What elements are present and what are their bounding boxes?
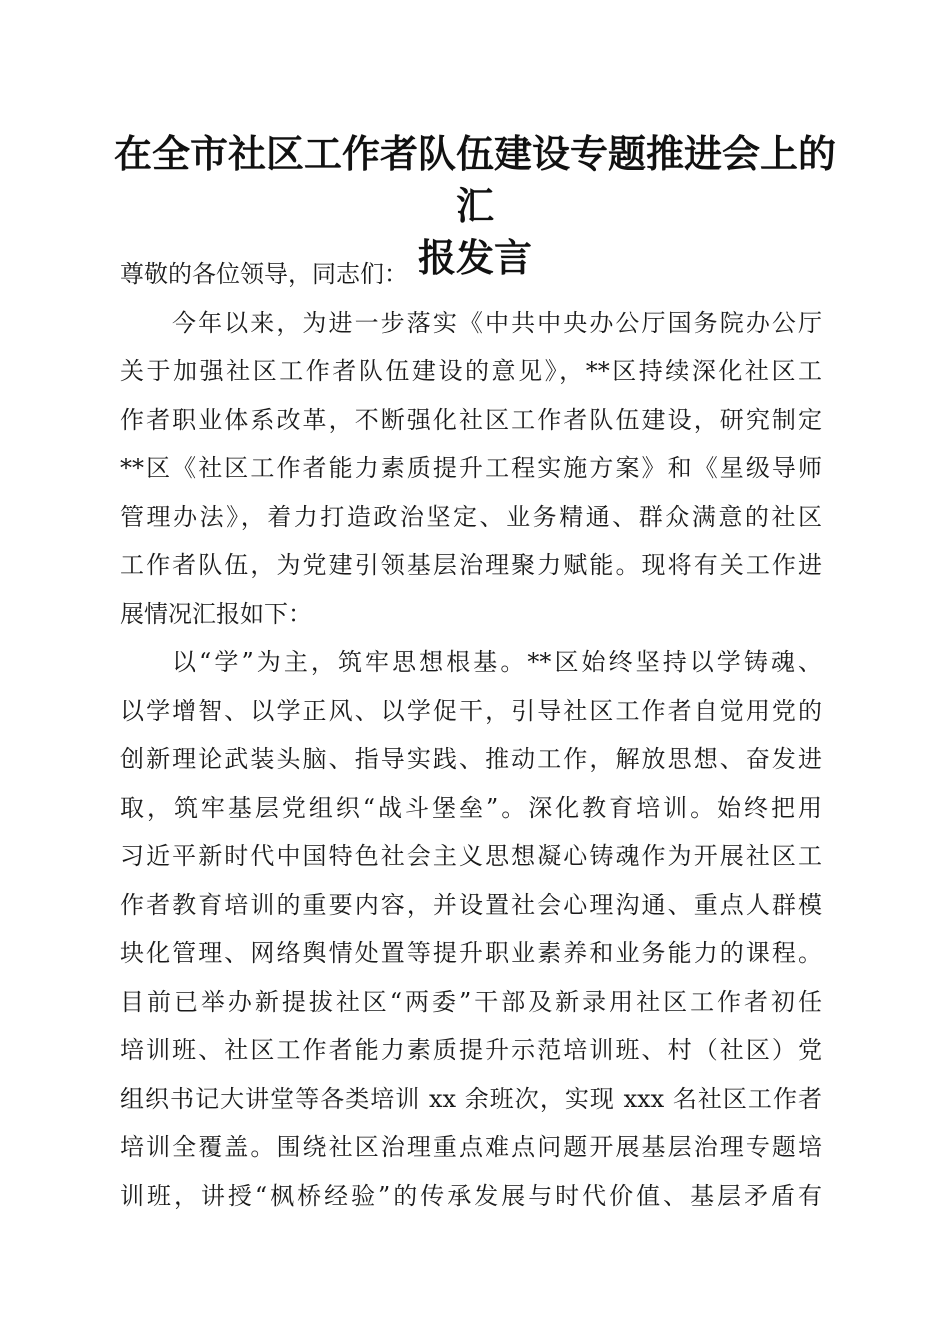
paragraph-2-line: 取，筑牢基层党组织“战斗堡垒”。深化教育培训。始终把用 bbox=[120, 793, 822, 822]
document-body bbox=[120, 250, 822, 1220]
paragraph-1-line: 展情况汇报如下： bbox=[120, 599, 312, 628]
paragraph-2-line: 组织书记大讲堂等各类培训 xx 余班次，实现 xxx 名社区工作者 bbox=[120, 1084, 822, 1113]
paragraph-2-line: 培训班、社区工作者能力素质提升示范培训班、村（社区）党 bbox=[120, 1036, 822, 1064]
paragraph-2-line: 以学增智、以学正风、以学促干，引导社区工作者自觉用党的 bbox=[120, 696, 822, 725]
paragraph-2-line: 以“学”为主，筑牢思想根基。**区始终坚持以学铸魂、 bbox=[172, 648, 822, 676]
title-line-2: 报发言 bbox=[417, 235, 532, 280]
salutation: 尊敬的各位领导，同志们： bbox=[120, 260, 408, 288]
paragraph-2-line: 训班，讲授“枫桥经验”的传承发展与时代价值、基层矛盾有 bbox=[120, 1181, 822, 1210]
paragraph-1-line: 管理办法》，着力打造政治坚定、业务精通、群众满意的社区 bbox=[120, 502, 822, 531]
paragraph-1-line: 作者职业体系改革，不断强化社区工作者队伍建设，研究制定 bbox=[120, 405, 822, 434]
paragraph-2-line: 培训全覆盖。围绕社区治理重点难点问题开展基层治理专题培 bbox=[120, 1133, 822, 1161]
paragraph-1-line: 关于加强社区工作者队伍建设的意见》，**区持续深化社区工 bbox=[120, 357, 822, 385]
paragraph-2-line: 作者教育培训的重要内容，并设置社会心理沟通、重点人群模 bbox=[120, 890, 822, 919]
paragraph-2-line: 创新理论武装头脑、指导实践、推动工作，解放思想、奋发进 bbox=[120, 745, 822, 773]
paragraph-1-line: **区《社区工作者能力素质提升工程实施方案》和《星级导师 bbox=[120, 454, 822, 482]
paragraph-2-line: 目前已举办新提拔社区“两委”干部及新录用社区工作者初任 bbox=[120, 987, 822, 1016]
paragraph-2-line: 块化管理、网络舆情处置等提升职业素养和业务能力的课程。 bbox=[120, 939, 822, 967]
paragraph-2-line: 习近平新时代中国特色社会主义思想凝心铸魂作为开展社区工 bbox=[120, 842, 822, 870]
paragraph-1-line: 工作者队伍，为党建引领基层治理聚力赋能。现将有关工作进 bbox=[120, 551, 822, 579]
title-line-1: 在全市社区工作者队伍建设专题推进会上的汇 bbox=[113, 131, 836, 228]
paragraph-1-line: 今年以来，为进一步落实《中共中央办公厅国务院办公厅 bbox=[172, 308, 822, 337]
